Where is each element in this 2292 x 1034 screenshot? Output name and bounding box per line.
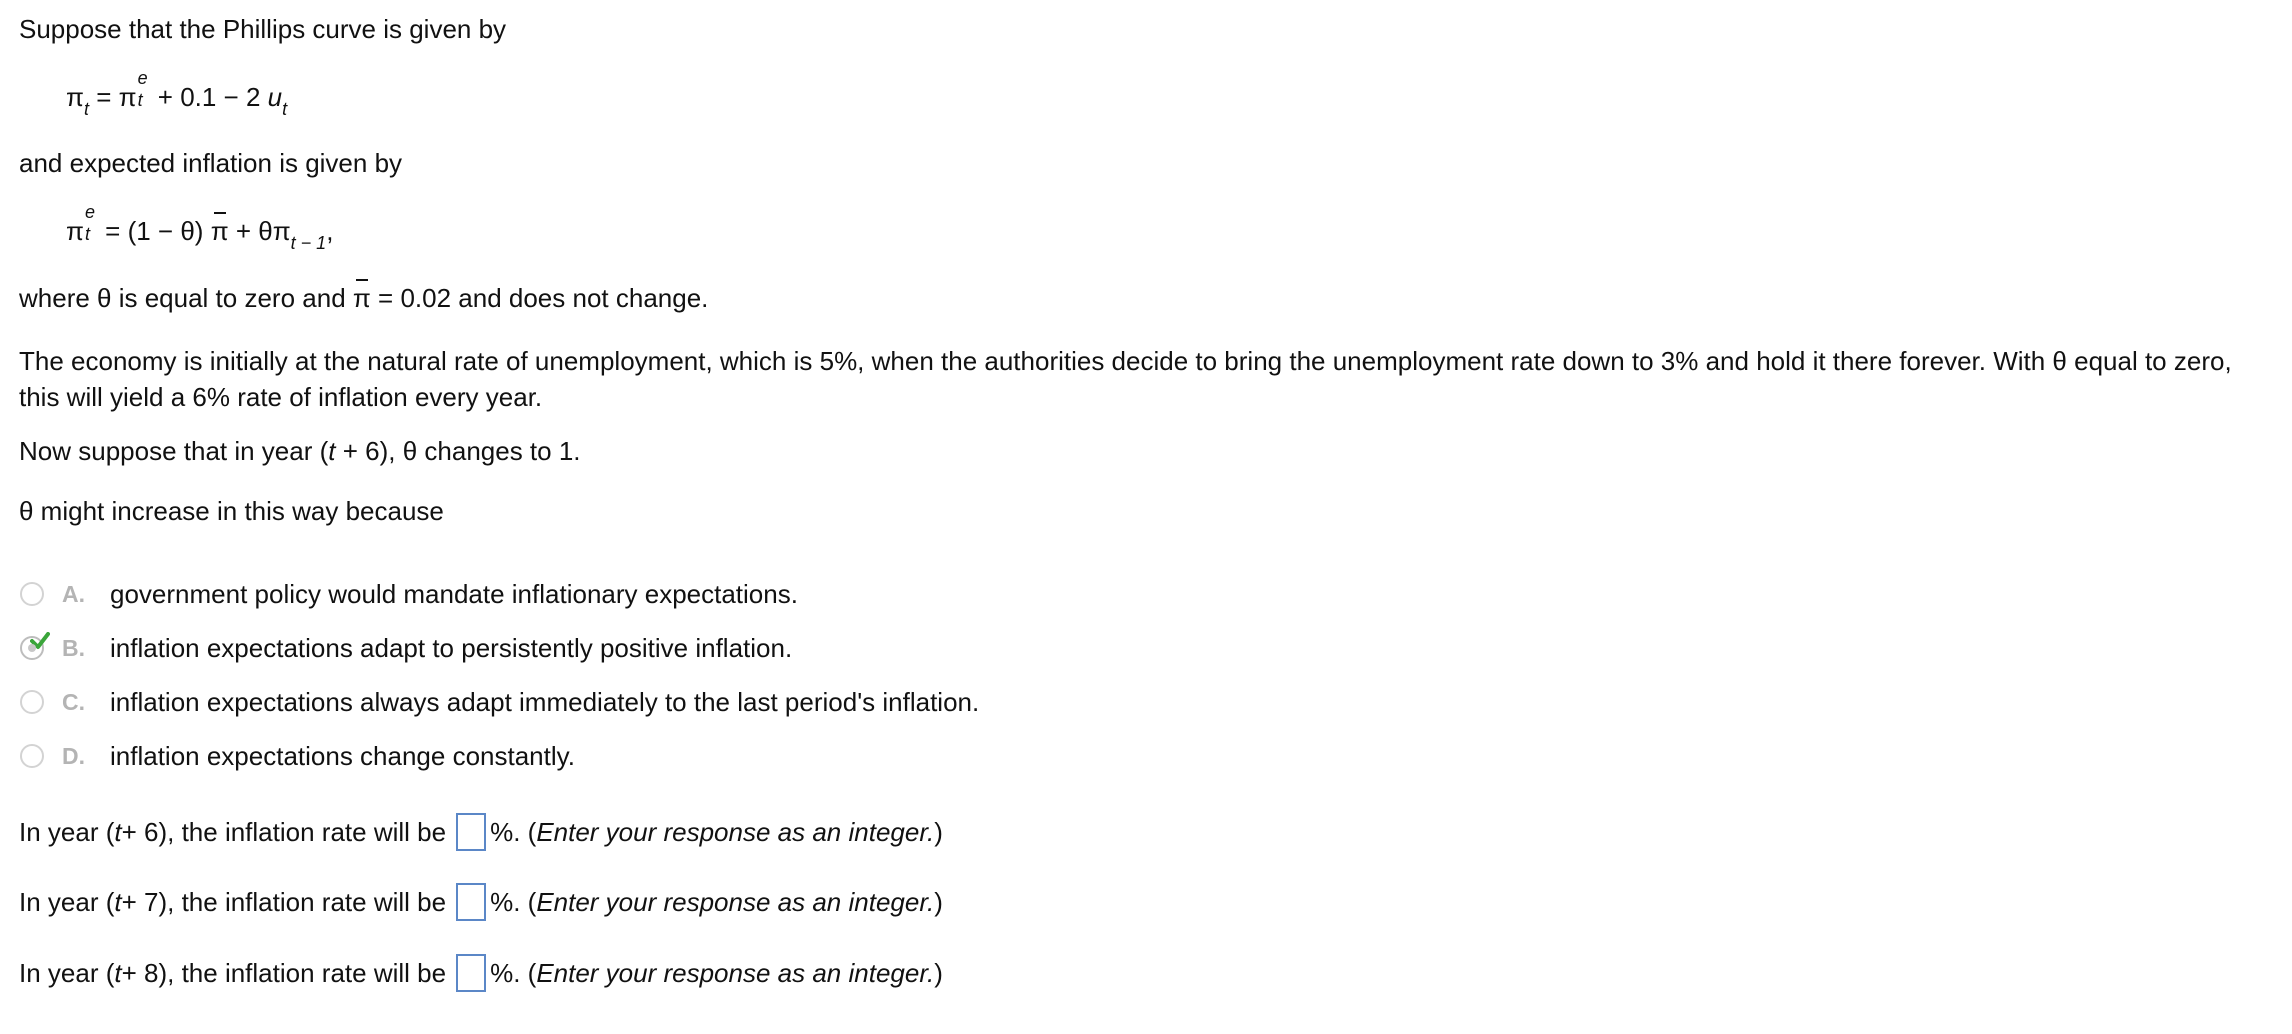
option-text: inflation expectations adapt to persistently positive inflation. <box>110 632 793 663</box>
inflation-input-t6[interactable] <box>456 813 486 851</box>
option-letter: A. <box>62 580 85 607</box>
sup-sub <box>137 68 151 110</box>
answer-text: In year ( <box>19 816 115 847</box>
equation-terms: + 0.1 − 2 <box>150 82 268 112</box>
option-text: inflation expectations always adapt immediately to the last period's inflation. <box>110 686 980 717</box>
answer-close: ) <box>934 957 943 988</box>
option-d[interactable] <box>20 736 575 776</box>
subscript: t <box>83 99 89 119</box>
answer-text: In year ( <box>19 957 115 988</box>
text-part: Now suppose that in year ( <box>19 436 329 466</box>
option-a[interactable] <box>20 574 798 614</box>
inflation-input-t7[interactable] <box>456 883 486 921</box>
where-before: where θ is equal to zero and <box>19 283 353 313</box>
pi-bar-symbol: π <box>352 283 371 313</box>
pi-bar-symbol: π <box>210 216 229 246</box>
radio-button[interactable] <box>20 582 44 606</box>
option-b[interactable] <box>20 628 792 668</box>
sup-sub <box>84 202 98 244</box>
equation-terms: = (1 − θ) <box>97 216 211 246</box>
now-suppose-text <box>19 436 581 467</box>
superscript: e <box>137 68 148 88</box>
answer-note: Enter your response as an integer. <box>536 816 935 847</box>
subscript: t <box>282 99 288 119</box>
answer-close: ) <box>934 816 943 847</box>
option-letter: C. <box>62 688 85 715</box>
subscript: t − 1 <box>290 233 327 253</box>
text-part: + 6), θ changes to 1. <box>335 436 581 466</box>
answer-suffix: %. ( <box>490 886 537 917</box>
where-text <box>19 283 708 314</box>
intro-text: Suppose that the Phillips curve is given by <box>19 14 507 44</box>
option-c[interactable] <box>20 682 979 722</box>
option-text: government policy would mandate inflationary expectations. <box>110 578 798 609</box>
answer-row-t7 <box>19 880 943 924</box>
expected-inflation-equation <box>66 202 334 253</box>
t-symbol: t <box>114 957 122 988</box>
option-text: inflation expectations change constantly. <box>110 740 575 771</box>
superscript: e <box>84 202 95 222</box>
inflation-input-t8[interactable] <box>456 954 486 992</box>
answer-suffix: %. ( <box>490 957 537 988</box>
subscript: t <box>84 224 90 244</box>
where-after: = 0.02 and does not change. <box>370 283 709 313</box>
t-symbol: t <box>114 816 122 847</box>
answer-note: Enter your response as an integer. <box>536 886 935 917</box>
pi-symbol: π <box>66 82 84 112</box>
answer-suffix: %. ( <box>490 816 537 847</box>
answer-text: + 7), the inflation rate will be <box>121 886 447 917</box>
radio-button[interactable] <box>20 744 44 768</box>
pi-symbol: π <box>118 82 137 112</box>
expected-inflation-intro: and expected inflation is given by <box>19 148 403 178</box>
answer-text: + 8), the inflation rate will be <box>121 957 447 988</box>
answer-row-t6 <box>19 810 943 854</box>
answer-row-t8 <box>19 951 943 995</box>
phillips-curve-equation <box>66 68 288 119</box>
equals: = <box>88 82 119 112</box>
t-symbol: t <box>328 436 336 466</box>
comma: , <box>326 216 334 246</box>
t-symbol: t <box>114 886 122 917</box>
option-letter: B. <box>62 634 85 661</box>
answer-text: + 6), the inflation rate will be <box>121 816 447 847</box>
radio-button[interactable] <box>20 690 44 714</box>
subscript: t <box>137 90 143 110</box>
u-symbol: u <box>267 82 283 112</box>
checkmark-icon <box>30 632 50 650</box>
answer-note: Enter your response as an integer. <box>536 957 935 988</box>
pi-symbol: π <box>66 216 84 246</box>
option-letter: D. <box>62 742 85 769</box>
scenario-paragraph: The economy is initially at the natural rate of unemployment, which is 5%, when the authorities decide to bring the unemployment rate down to 3% and hold it there forever. With θ equal to zero, this will yield a 6% rate of inflation every year. <box>19 346 2232 412</box>
answer-text: In year ( <box>19 886 115 917</box>
question-text: θ might increase in this way because <box>19 496 444 526</box>
radio-button-selected[interactable] <box>20 636 44 660</box>
answer-close: ) <box>934 886 943 917</box>
equation-terms: + θπ <box>228 216 291 246</box>
